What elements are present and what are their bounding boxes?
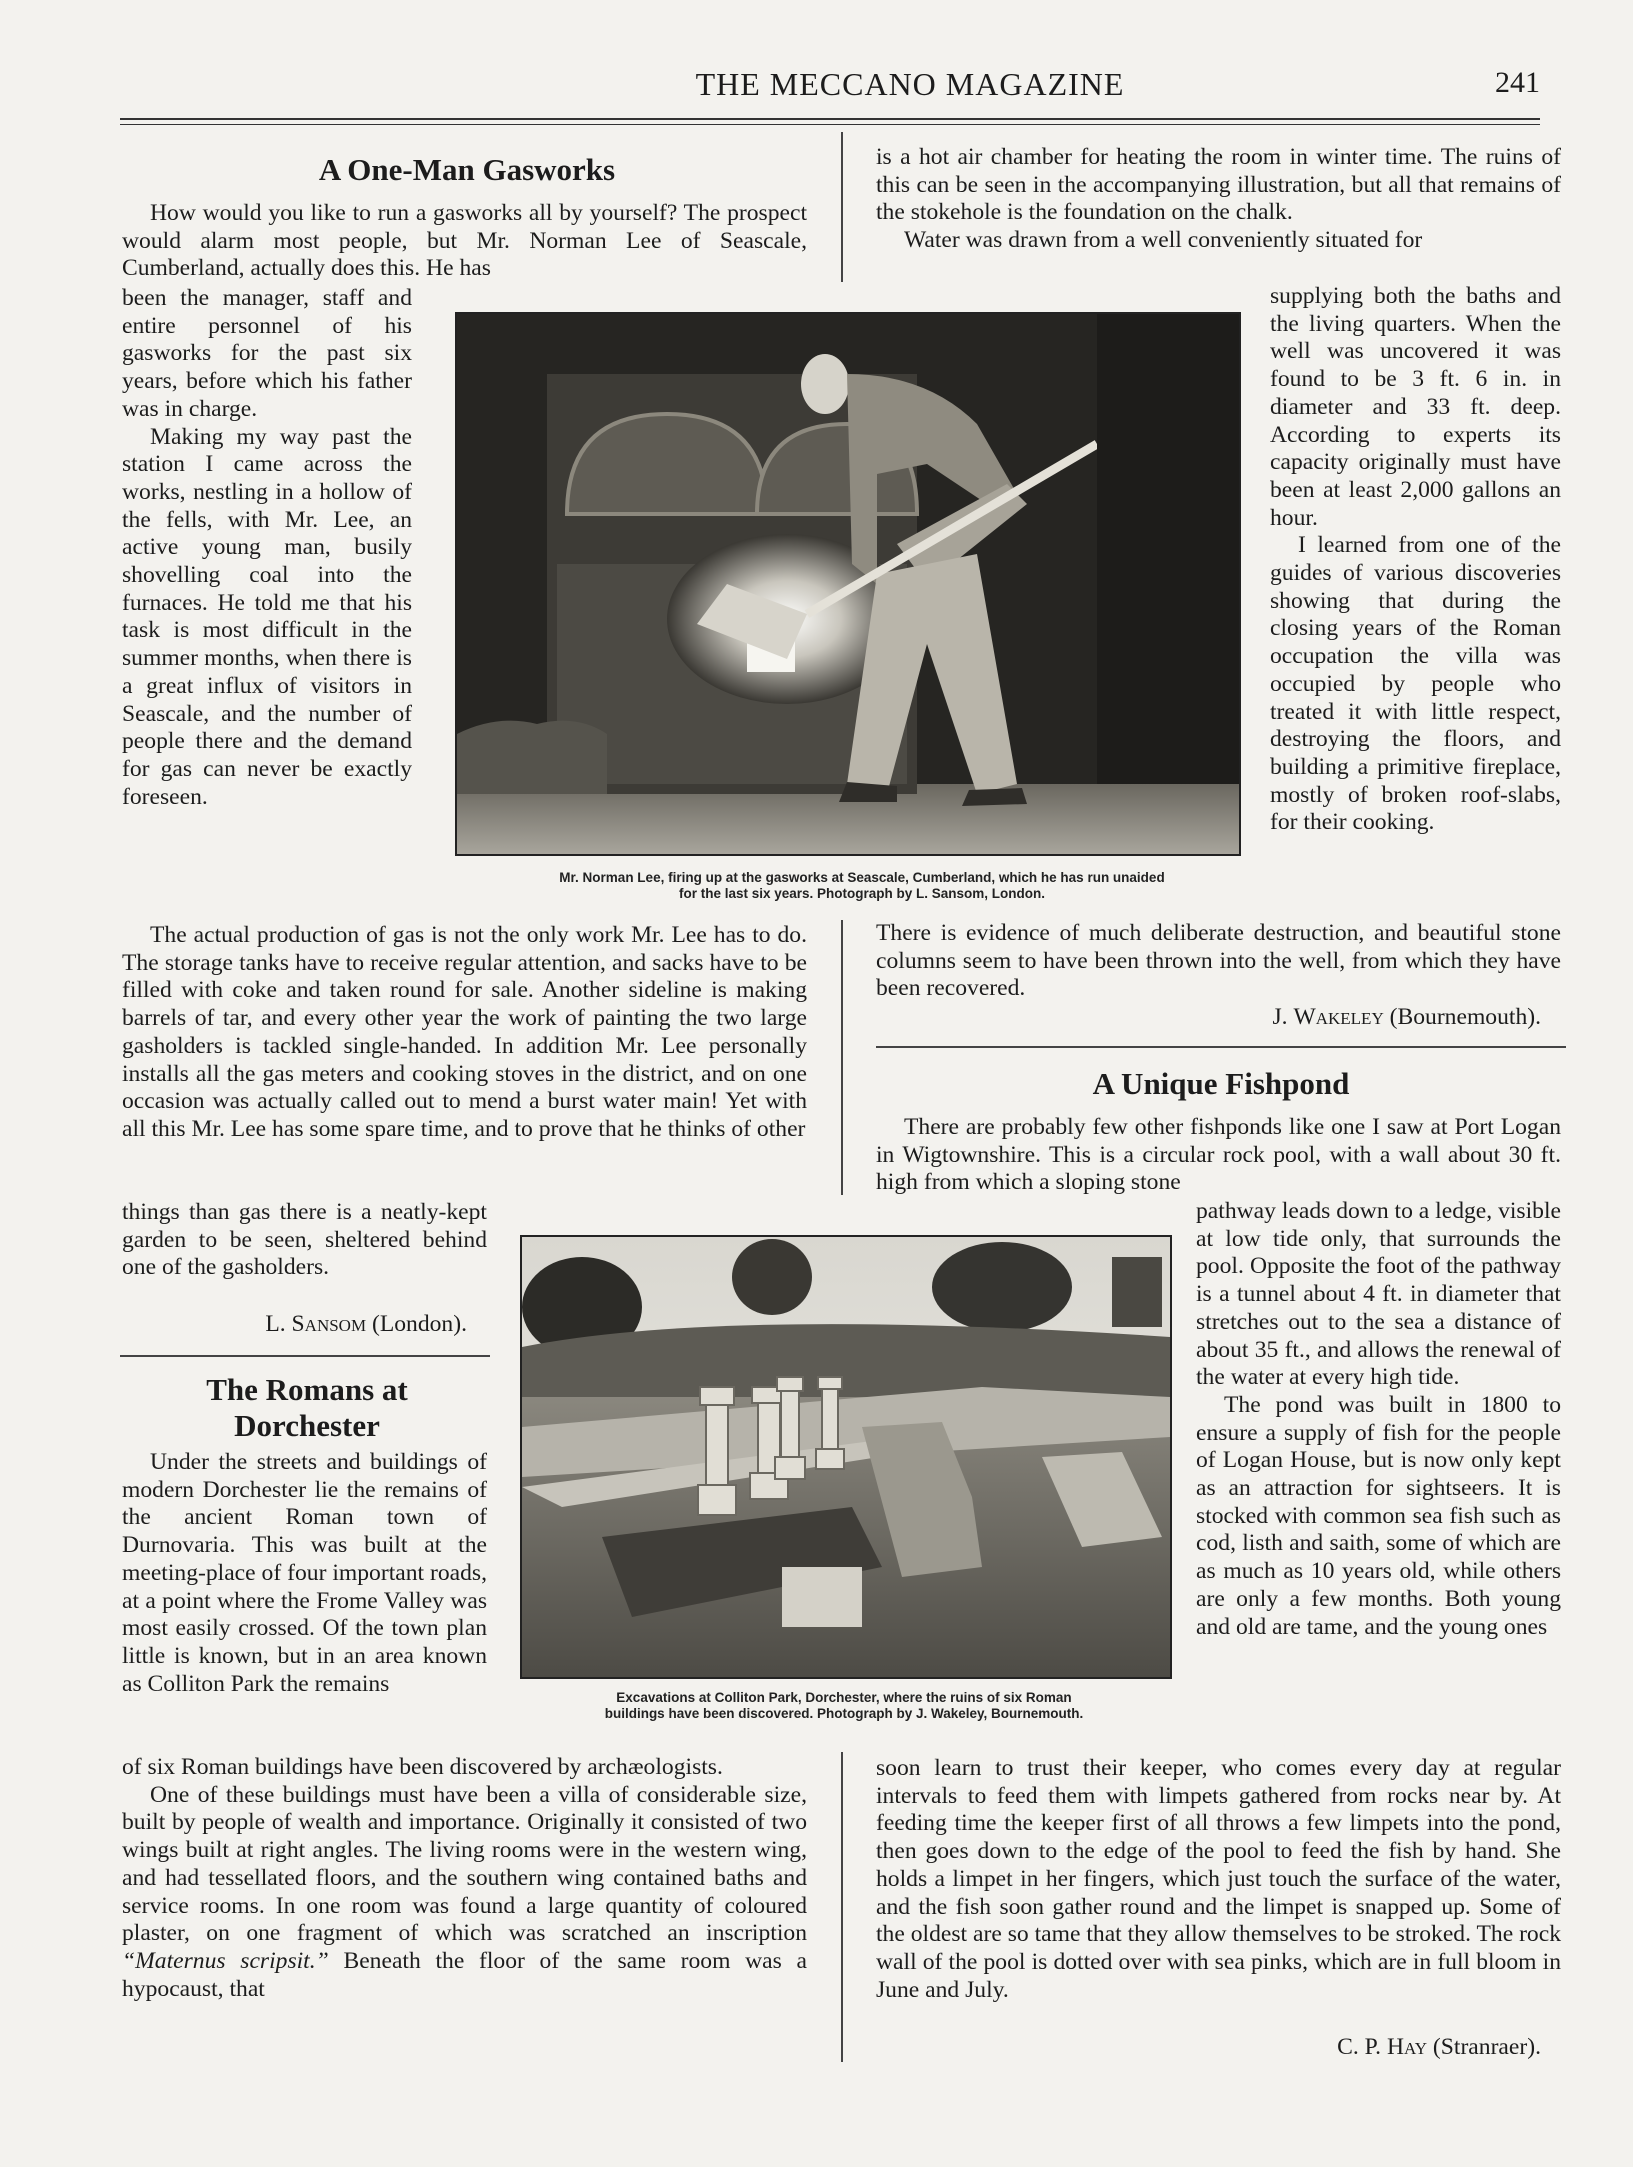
- section-rule: [120, 1355, 490, 1357]
- fishpond-byline: [1180, 2034, 1561, 2062]
- paragraph: How would you like to run a gasworks all by yourself? The prospect would alarm most people, but Mr. Norman Lee of Seascale, Cumberland, actually does this. He has: [122, 200, 807, 282]
- magazine-title: THE MECCANO MAGAZINE: [695, 66, 1125, 102]
- author-surname: Wakeley: [1293, 1004, 1384, 1030]
- paragraph: been the manager, staff and entire personnel of his gasworks for the past six years, before which his father was in charge.: [122, 285, 412, 422]
- caption-line: Excavations at Colliton Park, Dorchester, where the ruins of six Roman: [616, 1690, 1072, 1705]
- paragraph: is a hot air chamber for heating the room in winter time. The ruins of this can be seen in the accompanying illustration, but all that remains of the stokehole is the foundation on the chalk.: [876, 144, 1561, 226]
- paragraph: Making my way past the station I came across the works, nestling in a hollow of the fells, with Mr. Lee, an active young man, busily shovelling coal into the furnaces. He told me that his task is most difficult in the summer months, when there is a great influx of visitors in Seascale, and the number of people there and the demand for gas can never be exactly foreseen.: [122, 423, 412, 810]
- gasworks-wrap-end: [122, 1199, 487, 1282]
- gasworks-byline: [122, 1311, 487, 1339]
- caption-line: for the last six years. Photograph by L. Sansom, London.: [678, 886, 1046, 901]
- romans-byline: [876, 1004, 1561, 1032]
- romans-wrap-text: [122, 1449, 487, 1698]
- article-title: [122, 1372, 492, 1444]
- paragraph: soon learn to trust their keeper, who comes every day at regular intervals to feed them with limpets gathered from rocks near by. At feeding time the keeper first of all throws a few limpets into the pond, then goes down to the edge of the pool to feed the fish by hand. She holds a limpet in her fingers, which just touch the surface of the water, and the fish soon gather round and the limpet is snapped up. Some of the oldest are so tame that they allow themselves to be stroked. The rock wall of the pool is dotted over with sea pinks, which are in full bloom in June and July.: [876, 1755, 1561, 2003]
- author-surname: Hay: [1386, 2034, 1428, 2060]
- title-line: The Romans at: [206, 1372, 408, 1407]
- text-run: Beneath the floor of the same room was a hypocaust, that: [122, 1947, 807, 2002]
- fishpond-body: [876, 1755, 1561, 2004]
- paragraph: There is evidence of much deliberate destruction, and beautiful stone columns seem to have been thrown into the well, from which they have been recovered.: [876, 920, 1561, 1002]
- dorchester-photo-image: [522, 1237, 1170, 1677]
- paragraph: There are probably few other fishponds like one I saw at Port Logan in Wigtownshire. This is a circular rock pool, with a wall about 30 ft. high from which a sloping stone: [876, 1114, 1561, 1196]
- romans-continued: [876, 144, 1561, 255]
- page-number: 241: [1495, 66, 1540, 99]
- dorchester-photo-caption: [512, 1690, 1176, 1722]
- caption-line: buildings have been discovered. Photograph by J. Wakeley, Bournemouth.: [604, 1706, 1084, 1721]
- paragraph: [122, 1782, 807, 2004]
- gasworks-photo-image: [457, 314, 1239, 854]
- column-divider: [841, 1752, 843, 2062]
- gasworks-photograph: [455, 312, 1241, 856]
- author-initial: C. P.: [1337, 2034, 1387, 2060]
- header-rule-thin: [120, 124, 1540, 125]
- gasworks-photo-caption: [447, 870, 1277, 902]
- title-line: Dorchester: [234, 1408, 380, 1443]
- romans-conclusion: [876, 920, 1561, 1003]
- section-rule: [876, 1046, 1566, 1048]
- text-run: One of these buildings must have been a villa of considerable size, built by people of wealth and importance. Originally it consisted of two wings built at right angles. The living rooms were in the western wing, and had tessellated floors, and the southern wing contained baths and service rooms. In one room was found a large quantity of coloured plaster, on one fragment of which was scratched an inscription: [122, 1781, 807, 1947]
- running-head: [120, 62, 1540, 110]
- column-divider: [841, 132, 843, 282]
- paragraph: supplying both the baths and the living quarters. When the well was uncovered it was found to be 3 ft. 6 in. in diameter and 33 ft. deep. According to experts its capacity originally must have been at least 2,000 gallons an hour.: [1270, 283, 1561, 531]
- fishpond-intro: [876, 1114, 1561, 1197]
- romans-body: [122, 1754, 807, 2003]
- paragraph: The actual production of gas is not the only work Mr. Lee has to do. The storage tanks have to receive regular attention, and sacks have to be filled with coke and taken round for sale. Another sideline is making barrels of tar, and every other year the work of painting the two large gasholders is tackled single-handed. In addition Mr. Lee personally installs all the gas meters and cooking stoves in the district, and on one occasion was actually called out to mend a burst water main! Yet with all this Mr. Lee has some spare time, and to prove that he thinks of other: [122, 922, 807, 1142]
- inscription: “Maternus scripsit.”: [122, 1947, 329, 1974]
- romans-wrap-right: [1270, 283, 1561, 837]
- article-title: A One-Man Gasworks: [318, 152, 616, 187]
- paragraph: pathway leads down to a ledge, visible at low tide only, that surrounds the pool. Opposite the foot of the pathway is a tunnel about 4 ft. in diameter that stretches out to the sea a distance of about 35 ft., and allows the renewal of the water at every high tide.: [1196, 1198, 1561, 1391]
- paragraph: Water was drawn from a well conveniently situated for: [904, 227, 1423, 254]
- author-initial: J.: [1272, 1004, 1294, 1030]
- paragraph: of six Roman buildings have been discovered by archæologists.: [122, 1754, 723, 1780]
- gasworks-body: [122, 922, 807, 1144]
- paragraph: I learned from one of the guides of various discoveries showing that during the closing years of the Roman occupation the villa was occupied by people who treated it with little respect, destroying the floors, and building a primitive fireplace, mostly of broken roof-slabs, for their cooking.: [1270, 532, 1561, 836]
- fishpond-wrap-text: [1196, 1198, 1561, 1641]
- paragraph: The pond was built in 1800 to ensure a supply of fish for the people of Logan House, but is now only kept as an attraction for sightseers. It is stocked with common sea fish such as cod, listh and saith, some of which are as much as 10 years old, while others are only a few months. Both young and old are tame, and the young ones: [1196, 1391, 1561, 1640]
- author-place: (London).: [366, 1311, 467, 1337]
- author-initial: L.: [265, 1311, 292, 1337]
- header-rule: [120, 118, 1540, 120]
- caption-line: Mr. Norman Lee, firing up at the gasworks at Seascale, Cumberland, which he has run unaided: [559, 870, 1165, 885]
- dorchester-photograph: [520, 1235, 1172, 1679]
- author-place: (Bournemouth).: [1383, 1004, 1541, 1030]
- gasworks-wrap-text: [122, 285, 412, 811]
- author-surname: Sansom: [291, 1311, 367, 1337]
- column-divider: [841, 920, 843, 1195]
- gasworks-intro: [122, 200, 807, 283]
- paragraph: things than gas there is a neatly-kept garden to be seen, sheltered behind one of the gasholders.: [122, 1199, 487, 1281]
- author-place: (Stranraer).: [1427, 2034, 1541, 2060]
- article-title: A Unique Fishpond: [1092, 1066, 1350, 1101]
- paragraph: Under the streets and buildings of modern Dorchester lie the remains of the ancient Roman town of Durnovaria. This was built at the meeting-place of four important roads, at a point where the Frome Valley was most easily crossed. Of the town plan little is known, but in an area known as Colliton Park the remains: [122, 1449, 487, 1697]
